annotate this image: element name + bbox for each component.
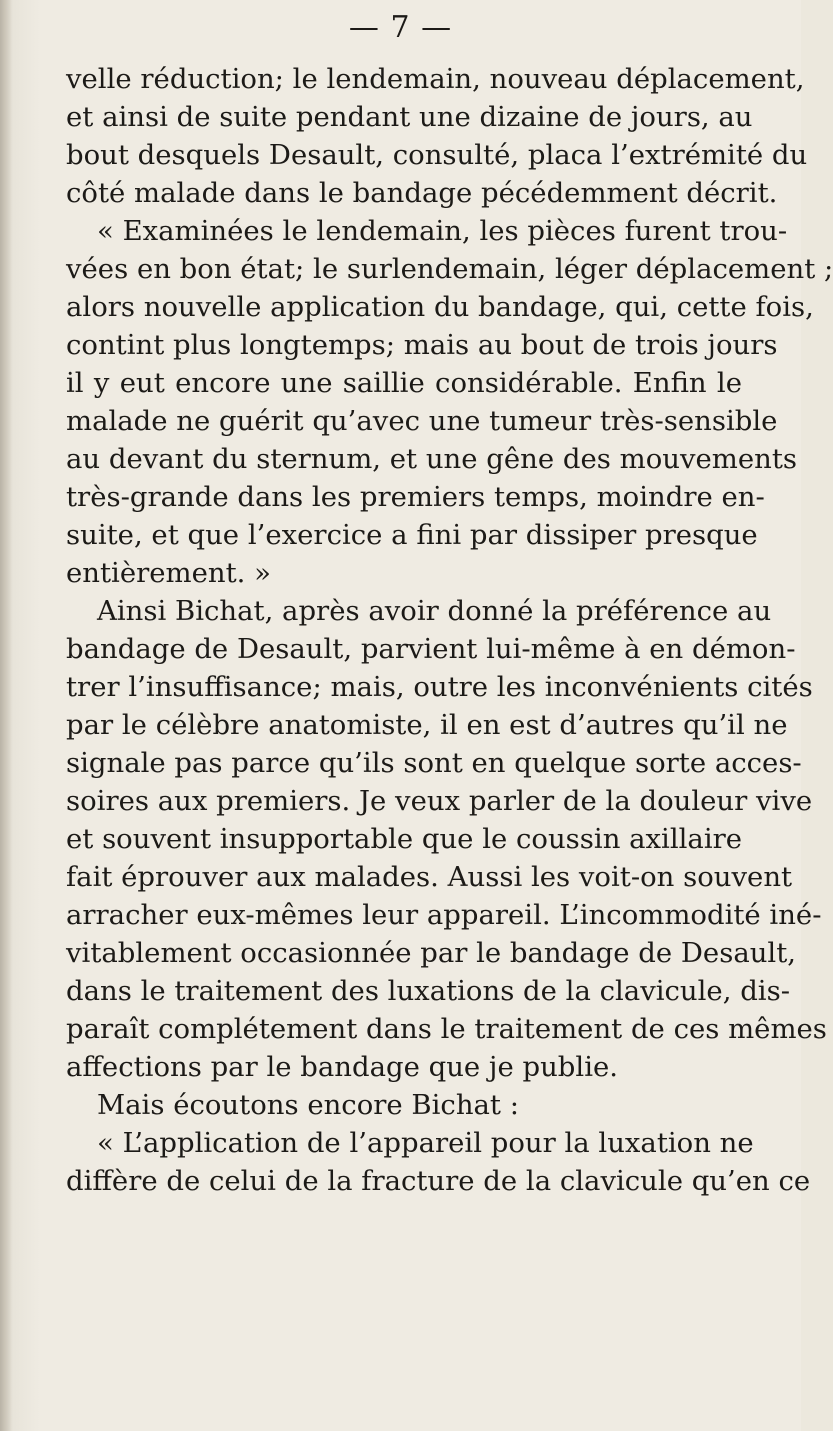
text-line: « L’application de l’appareil pour la luxation ne (97, 1127, 754, 1159)
text-line: et ainsi de suite pendant une dizaine de jours, au (66, 101, 753, 133)
text-line: contint plus longtemps; mais au bout de trois jours (66, 329, 778, 361)
text-line: diffère de celui de la fracture de la clavicule qu’en ce (66, 1165, 811, 1197)
text-line: arracher eux-mêmes leur appareil. L’incommodité iné- (66, 899, 822, 931)
text-line: soires aux premiers. Je veux parler de la douleur vive (66, 785, 813, 817)
text-line: dans le traitement des luxations de la clavicule, dis- (66, 975, 790, 1007)
text-line: Ainsi Bichat, après avoir donné la préférence au (97, 595, 772, 627)
text-line: par le célèbre anatomiste, il en est d’autres qu’il ne (66, 709, 788, 741)
text-line: paraît complétement dans le traitement de ces mêmes (66, 1013, 827, 1045)
page-number: — 7 — (348, 10, 453, 45)
page-binding-shadow (0, 0, 12, 1431)
text-line: côté malade dans le bandage pécédemment décrit. (66, 177, 778, 209)
text-line: malade ne guérit qu’avec une tumeur très-sensible (66, 405, 778, 437)
text-line: velle réduction; le lendemain, nouveau déplacement, (66, 63, 805, 95)
text-line: affections par le bandage que je publie. (66, 1051, 619, 1083)
text-line: vitablement occasionnée par le bandage de Desault, (66, 937, 797, 969)
text-line: suite, et que l’exercice a fini par dissiper presque (66, 519, 758, 551)
text-line: signale pas parce qu’ils sont en quelque sorte acces- (66, 747, 802, 779)
text-line: entièrement. » (66, 557, 271, 589)
text-line: fait éprouver aux malades. Aussi les voit-on souvent (66, 861, 793, 893)
text-line: Mais écoutons encore Bichat : (97, 1089, 519, 1121)
text-line: et souvent insupportable que le coussin axillaire (66, 823, 743, 855)
body-text (66, 60, 833, 1200)
text-line: bandage de Desault, parvient lui-même à en démon- (66, 633, 796, 665)
text-line: bout desquels Desault, consulté, placa l’extrémité du (66, 139, 808, 171)
text-line: « Examinées le lendemain, les pièces furent trou- (97, 215, 788, 247)
text-line: trer l’insuffisance; mais, outre les inconvénients cités (66, 671, 813, 703)
text-line: vées en bon état; le surlendemain, léger déplacement ; (66, 253, 833, 285)
text-line: il y eut encore une saillie considérable. Enfin le (66, 367, 742, 399)
text-line: alors nouvelle application du bandage, qui, cette fois, (66, 291, 814, 323)
text-line: au devant du sternum, et une gêne des mouvements (66, 443, 798, 475)
text-line: très-grande dans les premiers temps, moindre en- (66, 481, 765, 513)
